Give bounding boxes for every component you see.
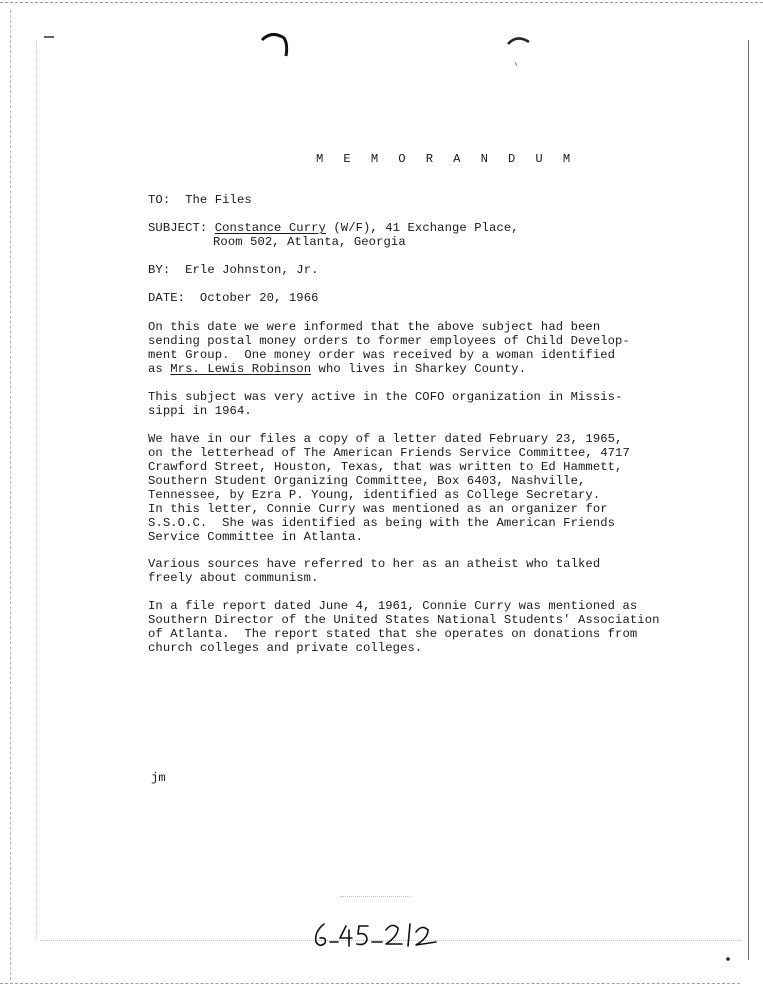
body-line: Various sources have referred to her as an atheist who talked [148,557,601,571]
to-value: The Files [185,193,252,207]
scan-speck [724,955,732,963]
date-line [148,291,319,305]
faint-stamp [340,882,410,897]
subject-line-2: Room 502, Atlanta, Georgia [213,235,406,249]
body-line: On this date we were informed that the above subject had been [148,320,601,334]
body-line: Crawford Street, Houston, Texas, that was written to Ed Hammett, [148,460,623,474]
by-label: BY: [148,263,171,277]
date-label: DATE: [148,291,186,305]
body-line: Southern Student Organizing Committee, Box 6403, Nashville, [148,474,586,488]
subject-name: Constance Curry [214,221,326,235]
body-line: In this letter, Connie Curry was mentioned as an organizer for [148,502,608,516]
subject-address: (W/F), 41 Exchange Place, [325,221,519,235]
handwritten-file-number [312,918,472,950]
to-line [148,193,252,207]
subject-line [148,221,519,235]
body-line: sippi in 1964. [148,404,252,418]
scan-edge-left-inner [36,40,37,940]
body-line: Southern Director of the United States National Students' Association [148,613,660,627]
scan-edge-top [0,2,763,3]
body-line: sending postal money orders to former employees of Child Develop- [148,334,630,348]
body-text: as [148,362,171,376]
scan-edge-right [748,40,749,960]
typist-initials: jm [151,771,166,785]
memo-heading: M E M O R A N D U M [316,152,577,166]
body-text: who lives in Sharkey County. [311,362,527,376]
body-line: S.S.O.C. She was identified as being with the American Friends [148,516,616,530]
scan-edge-bottom [0,983,740,984]
by-value: Erle Johnston, Jr. [185,263,319,277]
body-line: Service Committee in Atlanta. [148,530,363,544]
body-line: on the letterhead of The American Friends Service Committee, 4717 [148,446,630,460]
body-line: This subject was very active in the COFO organization in Missis- [148,390,623,404]
body-line: of Atlanta. The report stated that she operates on donations from [148,627,638,641]
body-line: church colleges and private colleges. [148,641,423,655]
subject-label: SUBJECT: [148,221,208,235]
body-line: freely about communism. [148,571,319,585]
body-line: Tennessee, by Ezra P. Young, identified as College Secretary. [148,488,601,502]
body-line: ment Group. One money order was received by a woman identified [148,348,616,362]
body-line [148,362,526,376]
underlined-name: Mrs. Lewis Robinson [170,362,312,376]
body-line: We have in our files a copy of a letter dated February 23, 1965, [148,432,623,446]
punch-hole-mark-right [505,32,535,68]
margin-tick-mark [44,34,56,40]
date-value: October 20, 1966 [199,291,319,305]
to-label: TO: [148,193,171,207]
scan-edge-left [10,10,11,980]
body-line: In a file report dated June 4, 1961, Connie Curry was mentioned as [148,599,638,613]
by-line [148,263,319,277]
punch-hole-mark-left [258,30,294,60]
